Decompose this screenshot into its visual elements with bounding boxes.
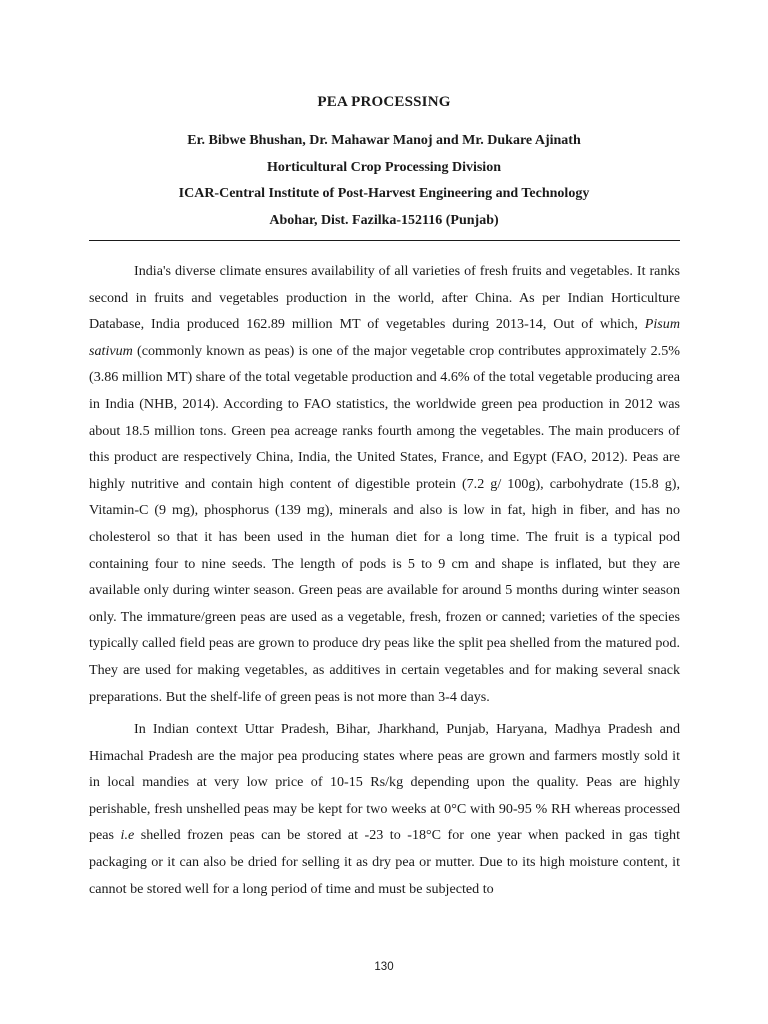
header-divider bbox=[89, 240, 680, 241]
body-text bbox=[89, 258, 680, 902]
author-block bbox=[0, 131, 768, 237]
paragraph-1 bbox=[89, 258, 680, 710]
paragraph-2-text-b: shelled frozen peas can be stored at -23 to -18°C for one year when packed in gas tight packaging or it can also be dried for selling it as dry pea or mutter. Due to its high moisture content, it cannot be stored well for a long period of time and must be subjected to bbox=[89, 827, 680, 897]
paragraph-1-italic-term: Pisum sativum bbox=[89, 316, 680, 359]
paragraph-1-text-b: (commonly known as peas) is one of the major vegetable crop contributes approximately 2.5% (3.86 million MT) share of the total vegetable production and 4.6% of the total vegetable producing area in India (NHB, 2014). According to FAO statistics, the worldwide green pea production in 2012 was about 18.5 million tons. Green pea acreage ranks fourth among the vegetables. The main producers of this product are respectively China, India, the United States, France, and Egypt (FAO, 2012). Peas are highly nutritive and contain high content of digestible protein (7.2 g/ 100g), carbohydrate (15.8 g), Vitamin-C (9 mg), phosphorus (139 mg), minerals and also is low in fat, high in fiber, and has no cholesterol so that it has been used in the human diet for a long time. The fruit is a typical pod containing four to nine seeds. The length of pods is 5 to 9 cm and shape is inflated, but they are available only during winter season. Green peas are available for around 5 months during winter season only. The immature/green peas are used as a vegetable, fresh, frozen or canned; varieties of the species typically called field peas are grown to produce dry peas like the split pea shelled from the matured pod. They are used for making vegetables, as additives in certain vegetables and for making several snack preparations. But the shelf-life of green peas is not more than 3-4 days. bbox=[89, 342, 680, 705]
paragraph-1-text-a: India's diverse climate ensures availability of all varieties of fresh fruits and vegetables. It ranks second in fruits and vegetables production in the world, after China. As per Indian Horticulture Database, India produced 162.89 million MT of vegetables during 2013-14, Out of which, bbox=[89, 263, 680, 333]
address-line: Abohar, Dist. Fazilka-152116 (Punjab) bbox=[269, 212, 499, 228]
division-line: Horticultural Crop Processing Division bbox=[267, 159, 501, 175]
institute-line: ICAR-Central Institute of Post-Harvest Engineering and Technology bbox=[178, 186, 590, 202]
paragraph-2 bbox=[89, 716, 680, 902]
authors-line: Er. Bibwe Bhushan, Dr. Mahawar Manoj and Mr. Dukare Ajinath bbox=[187, 133, 581, 148]
document-title: PEA PROCESSING bbox=[317, 94, 451, 110]
paragraph-2-italic-term: i.e bbox=[120, 827, 135, 844]
page-number: 130 bbox=[374, 961, 394, 973]
paragraph-2-text-a: In Indian context Uttar Pradesh, Bihar, Jharkhand, Punjab, Haryana, Madhya Pradesh and Himachal Pradesh are the major pea producing states where peas are grown and farmers mostly sold it in local mandies at very low price of 10-15 Rs/kg depending upon the quality. Peas are highly perishable, fresh unshelled peas may be kept for two weeks at 0°C with 90-95 % RH whereas processed peas bbox=[89, 721, 680, 844]
